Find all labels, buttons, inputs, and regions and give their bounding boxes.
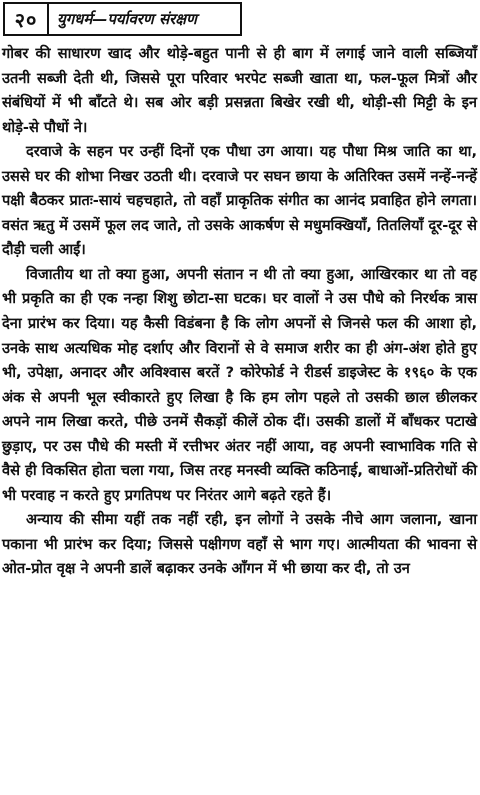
paragraph-4: अन्याय की सीमा यहीं तक नहीं रही, इन लोगों ने उसके नीचे आग जलाना, खाना पकाना भी प्रारंभ कर दिया; जिससे पक्षीगण वहाँ से भाग गए। आत्मीयता की भावना से ओत-प्रोत वृक्ष ने अपनी डालें बढ़ाकर उनके आँगन में भी छाया कर दी, तो उन xyxy=(2,511,477,578)
paragraph-3: विजातीय था तो क्या हुआ, अपनी संतान न थी तो क्या हुआ, आखिरकार था तो वह भी प्रकृति का ही एक नन्हा शिशु छोटा-सा घटक। घर वालों ने उस पौधे को निरर्थक त्रास देना प्रारंभ कर दिया। यह कैसी विडंबना है कि लोग अपनों से जिनसे फल की आशा हो, उनके साथ अत्यधिक मोह दर्शाए और विरानों से वे समाज शरीर का ही अंग-अंश होते हुए भी, उपेक्षा, अनादर और अविश्वास बरतें ? कोरेफोर्ड ने रीडर्स डाइजेस्ट के १९६० के एक अंक से अपनी भूल स्वीकारते हुए लिखा है कि हम लोग पहले तो उसकी छाल छीलकर अपने नाम लिखा करते, पीछे उनमें सैकड़ों कीलें ठोक दीं। उसकी डालों में बाँधकर पटाखे छुड़ाए, पर उस पौधे की मस्ती में रत्तीभर अंतर नहीं आया, वह अपनी स्वाभाविक गति से वैसे ही विकसित होता चला गया, जिस तरह मनस्वी व्यक्ति कठिनाई, बाधाओं-प्रतिरोधों की भी परवाह न करते हुए प्रगतिपथ पर निरंतर आगे बढ़ते रहते हैं। xyxy=(2,265,477,504)
running-title: युगधर्म—पर्यावरण संरक्षण xyxy=(57,10,197,28)
body-text xyxy=(2,42,477,582)
page-number: २० xyxy=(5,4,49,34)
page-header xyxy=(3,2,242,36)
paragraph-2: दरवाजे के सहन पर उन्हीं दिनों एक पौधा उग आया। यह पौधा मिश्र जाति का था, उससे घर की शोभा निखर उठती थी। दरवाजे पर सघन छाया के अतिरिक्त उसमें नन्हें-नन्हें पक्षी बैठकर प्रातः-सायं चहचहाते, तो वहाँ प्राकृतिक संगीत का आनंद प्रवाहित होने लगता। वसंत ऋतु में उसमें फूल लद जाते, तो उसके आकर्षण से मधुमक्खियाँ, तितलियाँ दूर-दूर से दौड़ी चली आईं। xyxy=(2,143,477,259)
paragraph-1: गोबर की साधारण खाद और थोड़े-बहुत पानी से ही बाग में लगाई जाने वाली सब्जियाँ उतनी सब्जी देती थी, जिससे पूरा परिवार भरपेट सब्जी खाता था, फल-फूल मित्रों और संबंधियों में भी बाँटते थे। सब ओर बड़ी प्रसन्नता बिखेर रखी थी, थोड़ी-सी मिट्टी के इन थोड़े-से पौधों ने। xyxy=(2,45,477,136)
